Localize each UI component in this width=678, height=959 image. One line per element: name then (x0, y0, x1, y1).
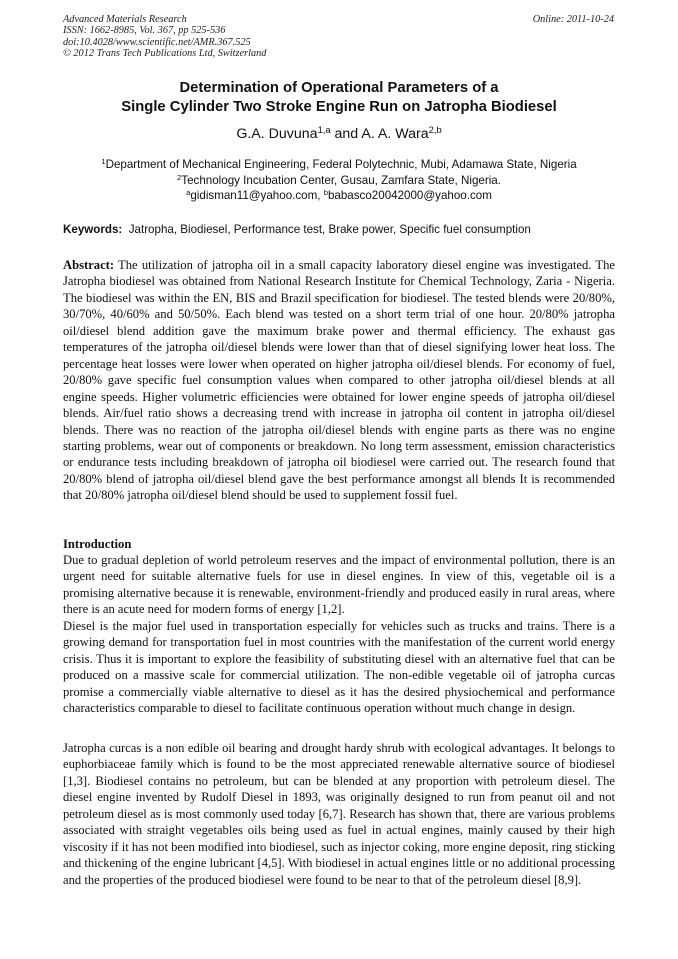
emails (40, 188, 638, 204)
intro-paragraph-1: Due to gradual depletion of world petroleum reserves and the impact of environmental pollution, there is an urgent need for suitable alternative fuels for use in diesel engines. In view of this, vegetable oil is a promising alternative because it is renewable, environment-friendly and produced easily in rural areas, where there is an acute need for modern forms of energy [1,2]. (63, 553, 615, 617)
title-line-1: Determination of Operational Parameters of a (179, 80, 499, 96)
affiliation-1 (40, 157, 638, 173)
introduction-heading: Introduction (63, 537, 132, 551)
intro-paragraph-2: Diesel is the major fuel used in transportation especially for vehicles such as trucks and trains. There is a growing demand for transportation fuel in most countries with the manifestation of the current world energy crisis. Thus it is important to explore the feasibility of substituting diesel with an alternative fuel that can be produced on a massive scale for commercial utilization. The non-edible vegetable oil of jatropha curcas promise a commercially viable alternative to diesel as it has the desired physiochemical and performance characteristics comparable to diesel to facilitate continuous operation without much change in design. (63, 618, 615, 716)
keywords-text: Jatropha, Biodiesel, Performance test, Brake power, Specific fuel consumption (122, 223, 531, 236)
affiliation-1-text: Department of Mechanical Engineering, Federal Polytechnic, Mubi, Adamawa State, Nigeria (105, 158, 577, 171)
author-line (40, 125, 638, 143)
email-b[interactable]: babasco20042000@yahoo.com (327, 189, 492, 202)
author-1-affiliation-mark: 1,a (317, 124, 331, 135)
affiliations (40, 157, 638, 204)
email-b-mark: b (323, 187, 328, 197)
keywords-label: Keywords: (63, 223, 123, 236)
affiliation-1-mark: 1 (101, 156, 106, 166)
doi-link[interactable]: doi:10.4028/www.scientific.net/AMR.367.525 (63, 36, 251, 48)
paper-title (40, 79, 638, 117)
email-a-mark: a (186, 187, 191, 197)
title-line-2: Single Cylinder Two Stroke Engine Run on Jatropha Biodiesel (121, 99, 557, 115)
abstract-label: Abstract: (63, 258, 115, 272)
keywords (63, 222, 615, 237)
abstract-text: The utilization of jatropha oil in a small capacity laboratory diesel engine was investigated. The Jatropha biodiesel was obtained from National Research Institute for Chemical Technology, Zaria - Nigeria. The biodiesel was within the EN, BIS and Brazil specification for biodiesel. The tested blends were 20/80%, 30/70%, 40/60% and 50/50%. Each blend was tested on a short term trial of one hour. 20/80% jatropha oil/diesel blend addition gave the maximum brake power and thermal efficiency. The exhaust gas temperatures of the jatropha oil/diesel blends were lower than that of diesel signifying lower heat loss. The percentage heat losses were lower when operated on higher jatropha oil/diesel blends. For economy of fuel, 20/80% gave specific fuel consumption values when compared to other jatropha oil/diesel blends at all engine speeds. Higher volumetric efficiencies were obtained for lower engine speeds of jatropha oil/diesel blends. Air/fuel ratio shows a decreasing trend with increase in jatropha oil content in jatropha oil/diesel blends. There was no reaction of the jatropha oil/diesel blends with engine parts as there was no engine starting problems, wear out of components or breakdown. No long term assessment, emission characteristics or endurance tests including breakdown of jatropha oil biodiesel were carried out. The research found that 20/80% blend of jatropha oil/diesel blend gave the best performance amongst all blends It is recommended that 20/80% jatropha oil/diesel blend should be used to supplement fossil fuel. (63, 258, 615, 503)
copyright-line: © 2012 Trans Tech Publications Ltd, Switzerland (63, 47, 267, 59)
author-2-affiliation-mark: 2,b (428, 124, 442, 135)
journal-header (63, 14, 266, 59)
affiliation-2-mark: 2 (177, 172, 182, 182)
email-a[interactable]: gidisman11@yahoo.com, (190, 189, 324, 202)
intro-paragraph-3-block (63, 740, 615, 888)
affiliation-2-text: Technology Incubation Center, Gusau, Zamfara State, Nigeria. (181, 173, 501, 187)
online-date: Online: 2011-10-24 (532, 14, 614, 25)
abstract (63, 257, 615, 504)
affiliation-2 (40, 173, 638, 189)
issn-line: ISSN: 1662-8985, Vol. 367, pp 525-536 (63, 25, 226, 37)
author-1: G.A. Duvuna (236, 126, 318, 142)
introduction-body (63, 552, 615, 717)
journal-name: Advanced Materials Research (63, 14, 187, 25)
author-conjunction: and (330, 126, 362, 142)
author-2: A. A. Wara (361, 126, 429, 142)
intro-paragraph-3: Jatropha curcas is a non edible oil bearing and drought hardy shrub with ecological advantages. It belongs to euphorbiaceae family which is found to be the most appreciated renewable alternative source of biodiesel [1,3]. Biodiesel contains no petroleum, but can be blended at any proportion with petroleum diesel. The diesel engine invented by Rudolf Diesel in 1893, was originally designed to run from peanut oil and not petroleum diesel as is most commonly used today [6,7]. Research has shown that, there are various problems associated with straight vegetables oils being used as fuel in actual engines, mainly caused by their high viscosity if it has not been modified into biodiesel, such as injector coking, more engine deposit, ring sticking and thickening of the engine lubricant [4,5]. With biodiesel in actual engines little or no additional processing and the properties of the produced biodiesel were found to be near to that of the petroleum diesel [8,9]. (63, 741, 615, 887)
